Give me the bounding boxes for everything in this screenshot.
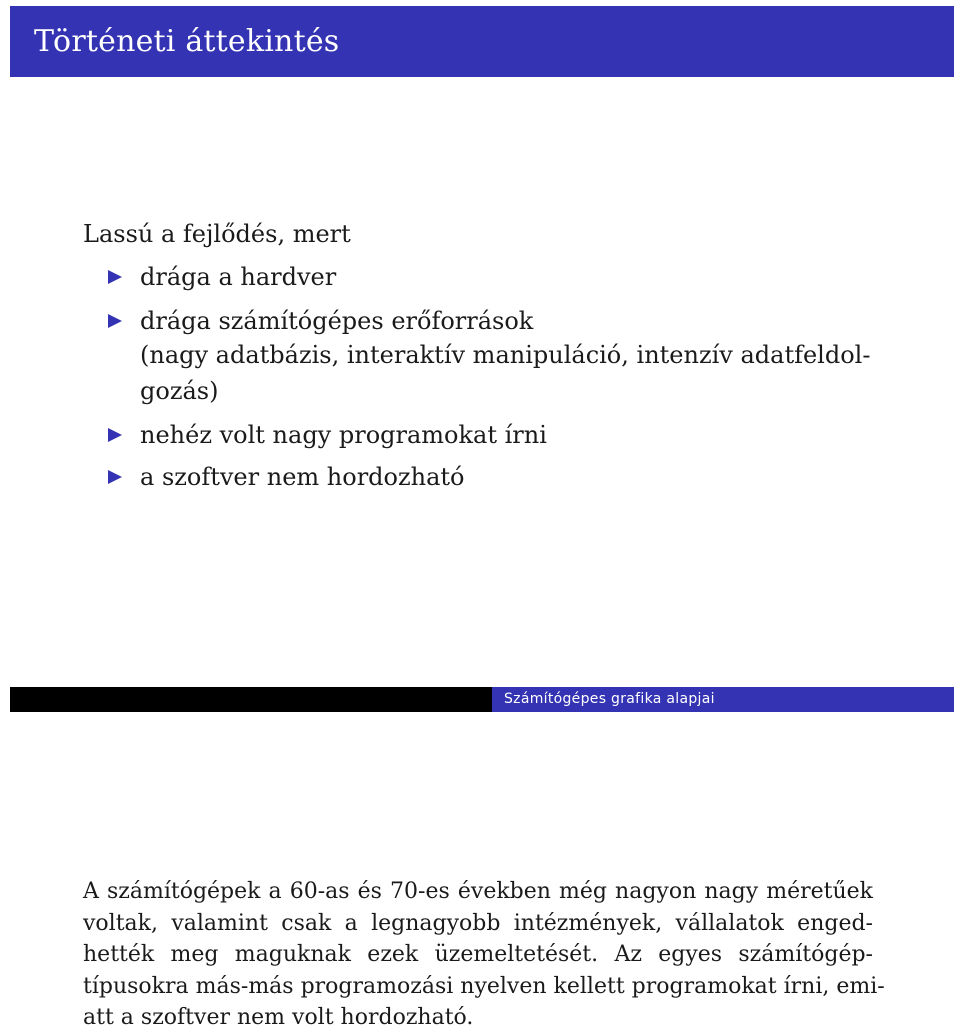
notes-paragraph — [83, 876, 885, 1034]
triangle-bullet-icon — [108, 428, 122, 442]
list-item-text: a szoftver nem hordozható — [140, 463, 465, 491]
intro-text: Lassú a fejlődés, mert — [83, 220, 351, 248]
notes-line: att a szoftver nem volt hordozható. — [83, 1005, 474, 1030]
list-item-text: drága a hardver — [140, 263, 337, 291]
footer-left-band — [10, 687, 492, 712]
title-bar — [10, 6, 954, 77]
list-item-continuation: gozás) — [140, 377, 219, 405]
list-item-continuation: (nagy adatbázis, interaktív manipuláció, intenzív adatfeldol- — [140, 341, 871, 369]
slide-title: Történeti áttekintés — [34, 24, 340, 59]
footer-bar — [10, 687, 954, 712]
triangle-bullet-icon — [108, 470, 122, 484]
footer-right-band — [492, 687, 954, 712]
notes-line: A számítógépek a 60-as és 70-es években még nagyon nagy méretűek — [83, 879, 873, 904]
notes-line: típusokra más-más programozási nyelven kellett programokat írni, emi- — [83, 973, 885, 999]
triangle-bullet-icon — [108, 314, 122, 328]
list-item-text: nehéz volt nagy programokat írni — [140, 421, 547, 449]
footer-label: Számítógépes grafika alapjai — [504, 691, 715, 707]
notes-line: hették meg maguknak ezek üzemeltetését. Az egyes számítógép- — [83, 942, 873, 967]
list-item-text: drága számítógépes erőforrások — [140, 307, 534, 335]
triangle-bullet-icon — [108, 270, 122, 284]
notes-line: voltak, valamint csak a legnagyobb intézmények, vállalatok enged- — [83, 910, 873, 936]
